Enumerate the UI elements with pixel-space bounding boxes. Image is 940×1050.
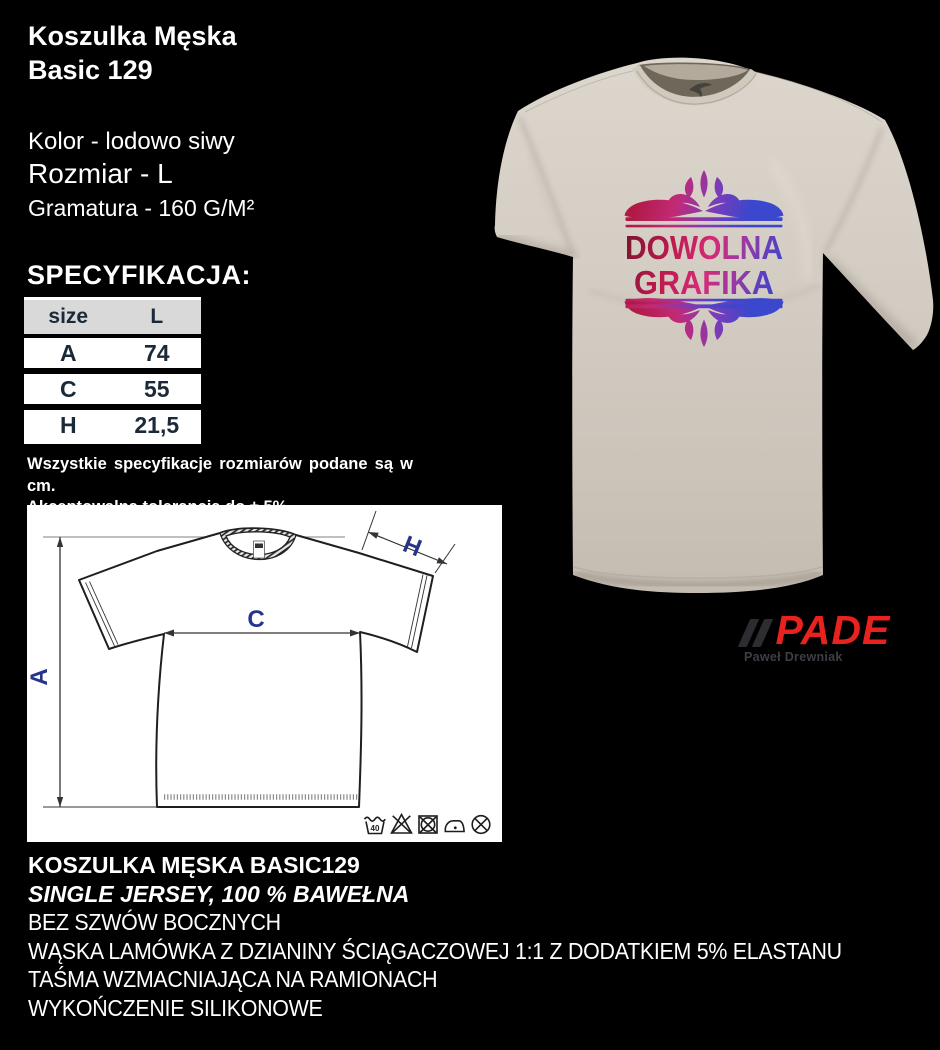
- extent-line-h2: [435, 544, 455, 573]
- dimension-a-label: A: [27, 668, 53, 686]
- do-not-dry-clean-icon: [472, 816, 490, 834]
- table-row: [24, 410, 201, 440]
- wash-temp-label: 40: [370, 824, 380, 833]
- tshirt-photo-svg: [470, 40, 940, 600]
- product-description: [28, 851, 903, 1023]
- collar-label-mark: [255, 544, 263, 549]
- pade-brand-name: PADE: [775, 607, 891, 653]
- desc-line-2: SINGLE JERSEY, 100 % BAWEŁNA: [28, 880, 410, 907]
- size-note-line1: Wszystkie specyfikacje rozmiarów podane są w cm.: [27, 455, 413, 495]
- product-title-line2: Basic 129: [28, 55, 153, 85]
- do-not-bleach-icon: [392, 815, 412, 834]
- iron-one-dot-icon: [445, 821, 464, 832]
- spec-dim-c: C: [59, 375, 77, 402]
- spec-dim-a: A: [59, 339, 77, 366]
- spec-col-dim-header: size: [48, 305, 89, 328]
- table-row: [24, 374, 201, 404]
- tshirt-body: [495, 58, 934, 593]
- spec-table-header: [24, 300, 201, 334]
- pade-logo-row: [744, 607, 891, 653]
- desc-line-3: BEZ SZWÓW BOCZNYCH: [28, 909, 281, 936]
- desc-line-6: WYKOŃCZENIE SILIKONOWE: [28, 994, 323, 1021]
- spec-value-a: 74: [143, 339, 170, 366]
- dimension-h-label: H: [399, 530, 426, 563]
- desc-line-5: TAŚMA WZMACNIAJĄCA NA RAMIONACH: [28, 966, 438, 993]
- table-row: [24, 338, 201, 368]
- care-icons: [365, 815, 490, 834]
- desc-line-4: WĄSKA LAMÓWKA Z DZIANINY ŚCIĄGACZOWEJ 1:1 Z DODATKIEM 5% ELASTANU: [28, 937, 842, 964]
- spec-col-size-header: L: [150, 305, 164, 328]
- spec-dim-h: H: [59, 411, 77, 438]
- spec-value-c: 55: [143, 375, 170, 402]
- product-title-line1: Koszulka Męska: [28, 21, 237, 51]
- size-diagram: [27, 505, 502, 842]
- dimension-c-label: C: [247, 606, 265, 633]
- tshirt-photo: [470, 40, 940, 600]
- arrowhead-icon: [368, 532, 379, 539]
- arrowhead-icon: [57, 537, 63, 547]
- pade-person-name: Paweł Drewniak: [744, 650, 843, 664]
- size-diagram-svg: [27, 505, 502, 842]
- print-text-line1: DOWOLNA: [625, 229, 783, 266]
- spec-value-h: 21,5: [134, 411, 180, 438]
- print-text-line2: GRAFIKA: [634, 264, 774, 301]
- wash-40-icon: [365, 817, 386, 833]
- do-not-tumble-dry-icon: [419, 816, 437, 833]
- page-title: [28, 19, 237, 87]
- pade-logo: [744, 607, 891, 664]
- product-color: Kolor - lodowo siwy: [28, 128, 235, 155]
- diagram-tshirt-outline: [79, 528, 433, 807]
- desc-line-1: KOSZULKA MĘSKA BASIC129: [28, 852, 360, 878]
- product-grammage: Gramatura - 160 G/M²: [28, 195, 255, 221]
- extent-line-h1: [362, 511, 376, 550]
- spec-heading: SPECYFIKACJA:: [27, 260, 252, 290]
- product-size: Rozmiar - L: [28, 158, 173, 189]
- spec-table: [24, 297, 201, 444]
- arrowhead-icon: [57, 797, 63, 807]
